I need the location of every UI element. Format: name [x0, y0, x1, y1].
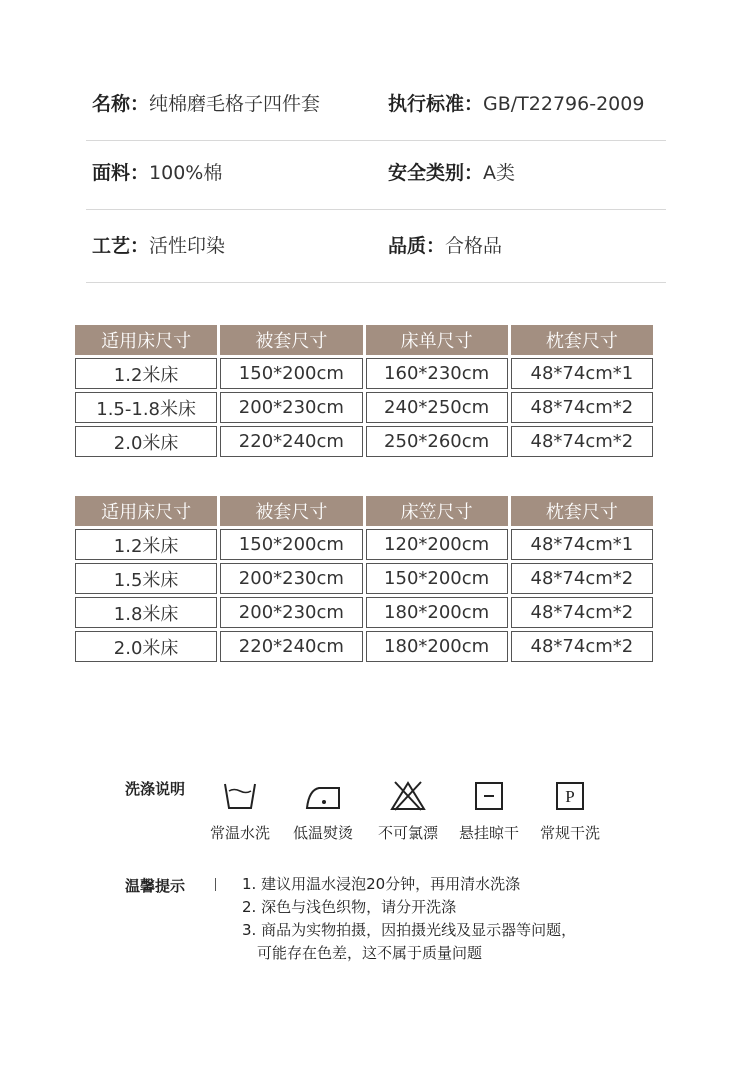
table-cell: 1.2米床	[75, 529, 217, 560]
hand-wash-tub-icon	[222, 780, 258, 812]
table-cell: 48*74cm*1	[511, 529, 653, 560]
wash-label: 悬挂晾干	[458, 824, 519, 842]
tip-line: 1. 建议用温水浸泡20分钟，再用清水洗涤	[242, 875, 521, 893]
table-header-cell: 枕套尺寸	[511, 496, 653, 526]
table-cell: 250*260cm	[366, 426, 508, 457]
table-cell: 48*74cm*2	[511, 597, 653, 628]
spec-standard: 执行标准：GB/T22796-2009	[388, 93, 645, 115]
table-cell: 48*74cm*2	[511, 392, 653, 423]
table-row	[75, 392, 653, 423]
table-cell: 2.0米床	[75, 426, 217, 457]
table-cell: 48*74cm*2	[511, 631, 653, 662]
wash-item-no-bleach	[368, 780, 448, 843]
spec-name: 名称：纯棉磨毛格子四件套	[92, 93, 321, 115]
table-cell: 200*230cm	[220, 392, 362, 423]
spec-safety: 安全类别：A类	[388, 162, 516, 184]
wash-label: 常规干洗	[539, 824, 600, 842]
table-cell: 240*250cm	[366, 392, 508, 423]
tip-line: 3. 商品为实物拍摄，因拍摄光线及显示器等问题，	[242, 921, 577, 939]
table-header-cell: 适用床尺寸	[75, 496, 217, 526]
size-table-sheet	[72, 322, 656, 460]
wash-title: 洗涤说明	[125, 780, 186, 798]
table-cell: 2.0米床	[75, 631, 217, 662]
spec-craft: 工艺：活性印染	[92, 235, 226, 257]
table-row	[75, 597, 653, 628]
tip-line: 2. 深色与浅色织物，请分开洗涤	[242, 898, 457, 916]
table-header-cell: 枕套尺寸	[511, 325, 653, 355]
tip-line: 可能存在色差，这不属于质量问题	[257, 944, 483, 962]
iron-low-icon	[303, 780, 343, 812]
table-header-row	[75, 325, 653, 355]
table-cell: 200*230cm	[220, 597, 362, 628]
table-cell: 1.5-1.8米床	[75, 392, 217, 423]
wash-item-hang-dry	[449, 780, 529, 843]
table-header-cell: 被套尺寸	[220, 496, 362, 526]
table-cell: 200*230cm	[220, 563, 362, 594]
tips-title: 温馨提示	[125, 877, 186, 895]
tips-divider	[215, 878, 216, 891]
table-cell: 120*200cm	[366, 529, 508, 560]
table-row	[75, 529, 653, 560]
no-bleach-icon	[389, 780, 427, 812]
table-cell: 160*230cm	[366, 358, 508, 389]
table-cell: 1.8米床	[75, 597, 217, 628]
table-row	[75, 426, 653, 457]
spec-quality: 品质：合格品	[388, 235, 503, 257]
table-row	[75, 631, 653, 662]
table-cell: 150*200cm	[366, 563, 508, 594]
dry-clean-p-icon	[554, 780, 586, 812]
table-row	[75, 358, 653, 389]
wash-item-dry-clean	[530, 780, 610, 843]
table-cell: 220*240cm	[220, 426, 362, 457]
wash-item-iron	[283, 780, 363, 843]
wash-item-normal-wash	[200, 780, 280, 843]
table-header-cell: 床单尺寸	[366, 325, 508, 355]
tips-list	[242, 873, 576, 965]
spec-row-2	[86, 137, 666, 210]
table-cell: 220*240cm	[220, 631, 362, 662]
table-cell: 150*200cm	[220, 529, 362, 560]
table-header-row	[75, 496, 653, 526]
table-cell: 150*200cm	[220, 358, 362, 389]
wash-label: 不可氯漂	[377, 824, 438, 842]
table-cell: 180*200cm	[366, 631, 508, 662]
spec-row-1	[86, 68, 666, 141]
size-table-fitted	[72, 493, 656, 665]
table-cell: 48*74cm*1	[511, 358, 653, 389]
table-header-cell: 适用床尺寸	[75, 325, 217, 355]
dry-clean-letter: P	[565, 787, 575, 806]
table-header-cell: 床笠尺寸	[366, 496, 508, 526]
table-cell: 48*74cm*2	[511, 563, 653, 594]
spec-fabric: 面料：100%棉	[92, 162, 223, 184]
table-cell: 180*200cm	[366, 597, 508, 628]
table-cell: 1.5米床	[75, 563, 217, 594]
table-cell: 48*74cm*2	[511, 426, 653, 457]
table-row	[75, 563, 653, 594]
hang-dry-icon	[473, 780, 505, 812]
table-cell: 1.2米床	[75, 358, 217, 389]
spec-row-3	[86, 210, 666, 283]
table-header-cell: 被套尺寸	[220, 325, 362, 355]
wash-label: 常温水洗	[209, 824, 270, 842]
wash-label: 低温熨烫	[292, 824, 353, 842]
